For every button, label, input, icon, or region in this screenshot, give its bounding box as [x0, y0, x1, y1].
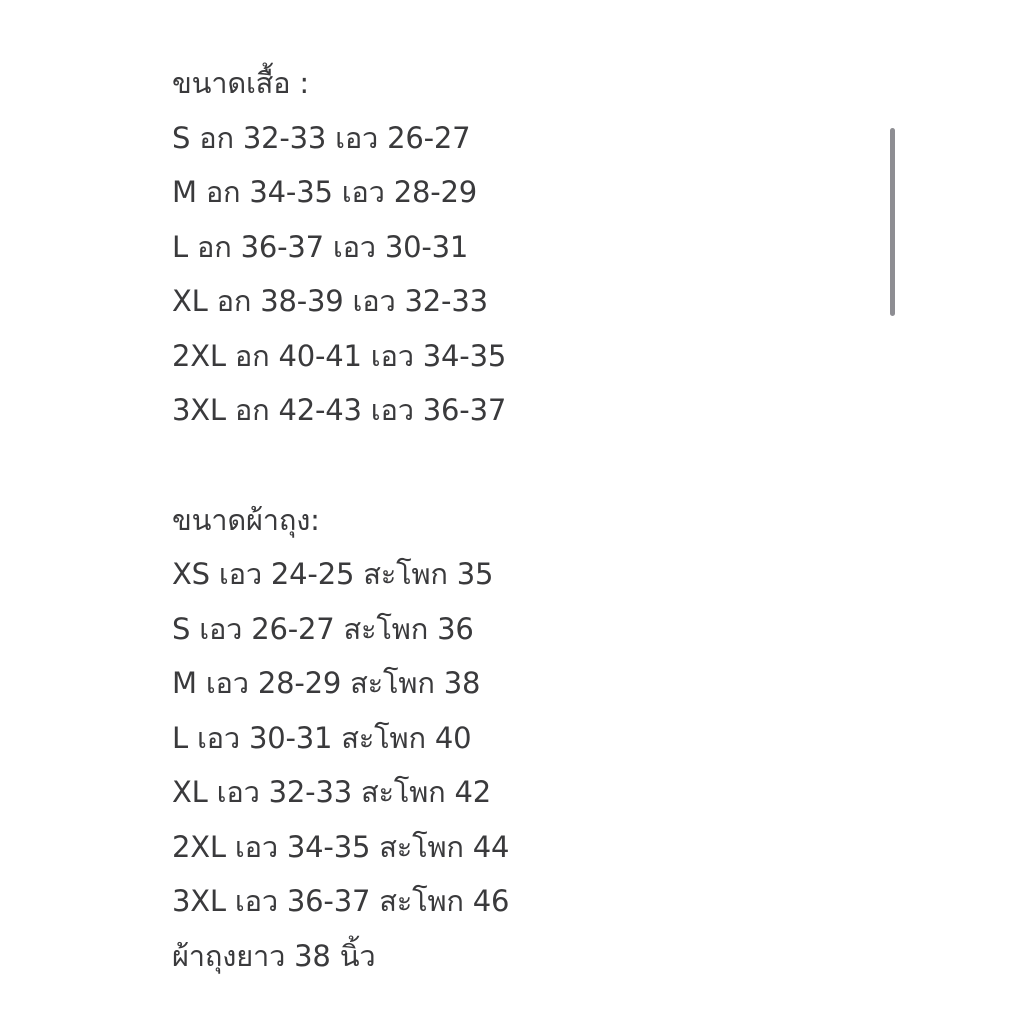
- shirt-size-row: L อก 36-37 เอว 30-31: [172, 229, 469, 264]
- shirt-size-row: S อก 32-33 เอว 26-27: [172, 120, 471, 155]
- skirt-size-row: L เอว 30-31 สะโพก 40: [172, 720, 472, 755]
- skirt-size-row: S เอว 26-27 สะโพก 36: [172, 611, 474, 646]
- size-chart-text: [172, 56, 852, 983]
- shirt-size-row: XL อก 38-39 เอว 32-33: [172, 284, 488, 318]
- skirt-size-heading: ขนาดผ้าถุง:: [172, 502, 320, 537]
- skirt-length-note: ผ้าถุงยาว 38 นิ้ว: [172, 938, 376, 973]
- shirt-size-heading: ขนาดเสื้อ :: [172, 66, 309, 100]
- skirt-size-row: 3XL เอว 36-37 สะโพก 46: [172, 884, 510, 918]
- skirt-size-row: XS เอว 24-25 สะโพก 35: [172, 557, 494, 591]
- vertical-scrollbar[interactable]: [889, 128, 896, 316]
- skirt-size-row: XL เอว 32-33 สะโพก 42: [172, 775, 492, 809]
- skirt-size-row: M เอว 28-29 สะโพก 38: [172, 666, 481, 700]
- scrollbar-thumb[interactable]: [890, 128, 895, 316]
- shirt-size-row: M อก 34-35 เอว 28-29: [172, 175, 478, 209]
- shirt-size-row: 2XL อก 40-41 เอว 34-35: [172, 338, 507, 373]
- shirt-size-row: 3XL อก 42-43 เอว 36-37: [172, 393, 507, 427]
- section-spacer: [172, 438, 852, 493]
- skirt-size-row: 2XL เอว 34-35 สะโพก 44: [172, 829, 510, 864]
